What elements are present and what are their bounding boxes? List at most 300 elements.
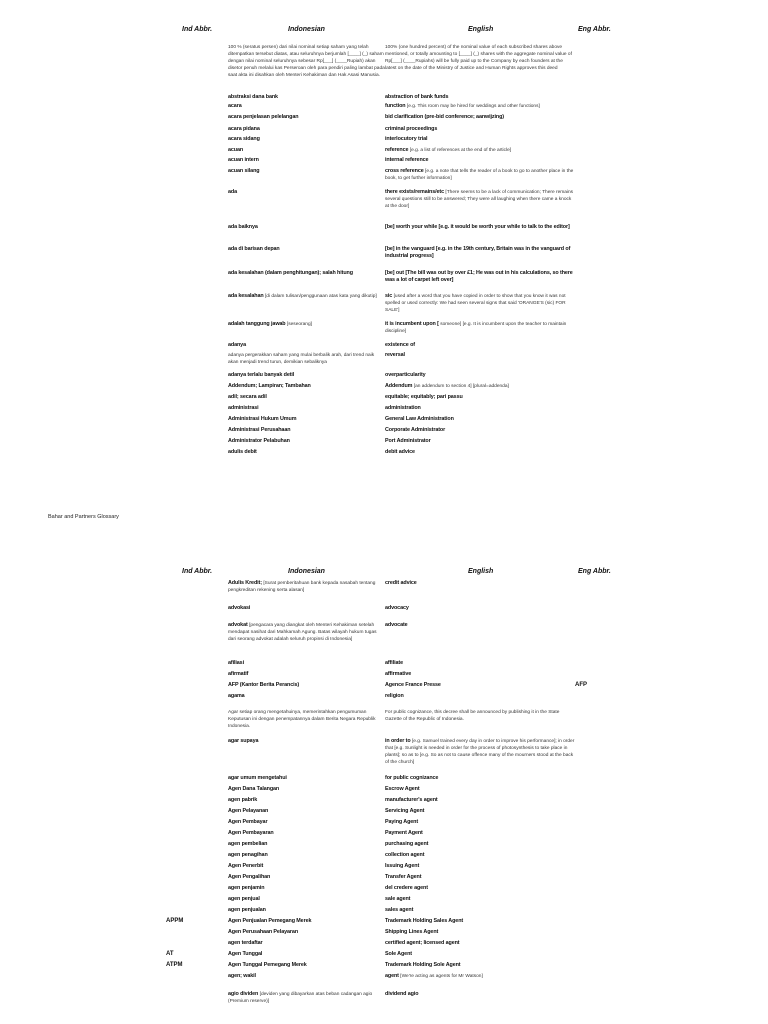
eng-abbr-cell — [575, 682, 615, 693]
english-term: purchasing agent — [385, 841, 429, 847]
english-cell — [385, 775, 575, 786]
eng-abbr-cell — [575, 383, 615, 394]
indonesian-cell — [228, 786, 385, 797]
indonesian-cell — [228, 136, 385, 147]
indonesian-term: Agen Pelayanan — [228, 808, 269, 814]
indonesian-note: [deviden yang dibayarkan atas beban cadangan agio (Premium reserve)] — [228, 992, 373, 1004]
english-term: cross reference — [385, 168, 424, 174]
indonesian-term: agen pembelian — [228, 841, 268, 847]
english-term: bid clarification (pre-bid conference; aanwijzing) — [385, 114, 505, 120]
indonesian-cell — [228, 830, 385, 841]
indonesian-term: agen penjualan — [228, 907, 266, 913]
header-english: English — [468, 26, 494, 33]
ind-abbr-cell — [166, 114, 228, 126]
eng-abbr-cell — [575, 841, 615, 852]
indonesian-cell — [228, 383, 385, 394]
indonesian-term: Agen Pengalihan — [228, 874, 271, 880]
indonesian-term: Agen Pembayar — [228, 819, 268, 825]
indonesian-cell — [228, 449, 385, 459]
english-cell — [385, 907, 575, 918]
english-term: Paying Agent — [385, 819, 419, 825]
ind-abbr-cell — [166, 874, 228, 885]
indonesian-term: Addendum; Lampiran; Tambahan — [228, 383, 311, 389]
english-cell — [385, 246, 575, 270]
ind-abbr-cell — [166, 416, 228, 427]
eng-abbr-cell — [575, 427, 615, 438]
eng-abbr-cell — [575, 405, 615, 416]
ind-abbr-cell — [166, 940, 228, 951]
english-cell — [385, 709, 575, 738]
english-note: [We're acting as agents for Mr Watson] — [400, 974, 483, 979]
english-note: [e.g. a list of references at the end of the article] — [409, 148, 512, 153]
english-term: del credere agent — [385, 885, 428, 891]
english-cell — [385, 660, 575, 671]
english-cell — [385, 427, 575, 438]
indonesian-term: agio dividen — [228, 991, 259, 997]
glossary-row — [166, 797, 615, 808]
ind-abbr-cell — [166, 991, 228, 1011]
ind-abbr-cell — [166, 372, 228, 383]
english-cell — [385, 819, 575, 830]
eng-abbr-cell — [575, 372, 615, 383]
indonesian-term: Agen Tunggal Pemegang Merek — [228, 962, 307, 968]
ind-abbr-cell — [166, 973, 228, 991]
english-term: for public cognizance — [385, 775, 439, 781]
indonesian-term: Agen Penjualan Pemegang Merek — [228, 918, 312, 924]
glossary-row — [166, 44, 615, 94]
indonesian-term: agen penagihan — [228, 852, 268, 858]
english-term: advocate — [385, 622, 408, 628]
eng-abbr-cell — [575, 580, 615, 605]
glossary-row — [166, 852, 615, 863]
eng-abbr-cell — [575, 940, 615, 951]
eng-abbr-cell — [575, 830, 615, 841]
english-cell — [385, 896, 575, 907]
ind-abbr-cell — [166, 168, 228, 189]
ind-abbr-cell — [166, 671, 228, 682]
ind-abbr-cell — [166, 786, 228, 797]
english-cell — [385, 797, 575, 808]
indonesian-cell — [228, 863, 385, 874]
eng-abbr-cell — [575, 293, 615, 321]
english-term: interlocutory trial — [385, 136, 428, 142]
ind-abbr-cell — [166, 321, 228, 342]
glossary-row — [166, 394, 615, 405]
indonesian-cell — [228, 405, 385, 416]
glossary-row — [166, 416, 615, 427]
english-term: sales agent — [385, 907, 414, 913]
english-cell — [385, 94, 575, 103]
indonesian-term: abstraksi dana bank — [228, 94, 278, 100]
english-term: Shipping Lines Agent — [385, 929, 439, 935]
english-cell — [385, 682, 575, 693]
eng-abbr-cell — [575, 918, 615, 929]
english-term: Addendum — [385, 383, 413, 389]
indonesian-term: adalah tanggung jawab — [228, 321, 286, 327]
english-cell — [385, 321, 575, 342]
ind-abbr-cell — [166, 352, 228, 372]
english-term: Agence France Presse — [385, 682, 441, 688]
english-cell — [385, 671, 575, 682]
ind-abbr-cell — [166, 157, 228, 168]
english-cell — [385, 885, 575, 896]
indonesian-term: acara sidang — [228, 136, 260, 142]
indonesian-cell — [228, 246, 385, 270]
eng-abbr-cell — [575, 885, 615, 896]
indonesian-cell — [228, 372, 385, 383]
ind-abbr-cell — [166, 907, 228, 918]
ind-abbr-cell — [166, 246, 228, 270]
indonesian-term: agama — [228, 693, 245, 699]
english-term: administration — [385, 405, 421, 411]
english-cell — [385, 114, 575, 126]
glossary-row — [166, 605, 615, 622]
header-eng-abbr: Eng Abbr. — [578, 568, 611, 575]
indonesian-term: acuan intern — [228, 157, 259, 163]
indonesian-term: adulis debit — [228, 449, 257, 455]
english-cell — [385, 808, 575, 819]
english-cell — [385, 841, 575, 852]
glossary-row — [166, 682, 615, 693]
indonesian-cell — [228, 738, 385, 775]
header-indonesian: Indonesian — [288, 26, 325, 33]
header-ind-abbr: Ind Abbr. — [182, 568, 213, 575]
eng-abbr-cell — [575, 168, 615, 189]
indonesian-term: ada kesalahan (dalam penghitungan); salah hitung — [228, 270, 353, 276]
english-cell — [385, 918, 575, 929]
english-cell — [385, 168, 575, 189]
eng-abbr-cell — [575, 797, 615, 808]
ind-abbr-cell — [166, 852, 228, 863]
glossary-row — [166, 224, 615, 246]
english-term: overparticularity — [385, 372, 426, 378]
english-cell — [385, 863, 575, 874]
indonesian-term: adil; secara adil — [228, 394, 267, 400]
english-term: [be] out [The bill was out by over £1; He was out in his calculations, so there was a lot of carpet left over] — [385, 270, 573, 283]
eng-abbr-cell — [575, 693, 615, 709]
english-cell — [385, 951, 575, 962]
english-term: affiliate — [385, 660, 403, 666]
indonesian-term: ada — [228, 189, 237, 195]
glossary-row — [166, 819, 615, 830]
eng-abbr-cell — [575, 126, 615, 136]
indonesian-cell — [228, 147, 385, 157]
glossary-row — [166, 189, 615, 224]
english-cell — [385, 786, 575, 797]
indonesian-cell — [228, 682, 385, 693]
indonesian-cell — [228, 973, 385, 991]
english-term: advocacy — [385, 605, 409, 611]
english-term: [be] worth your while [e.g. it would be worth your while to talk to the editor] — [385, 224, 570, 230]
english-term: Issuing Agent — [385, 863, 420, 869]
ind-abbr-cell — [166, 136, 228, 147]
indonesian-note: [seseorang] — [286, 322, 312, 327]
indonesian-cell — [228, 321, 385, 342]
ind-abbr-cell — [166, 709, 228, 738]
ind-abbr-cell — [166, 841, 228, 852]
english-cell — [385, 693, 575, 709]
eng-abbr-cell — [575, 973, 615, 991]
english-cell — [385, 103, 575, 114]
glossary-row — [166, 830, 615, 841]
ind-abbr-cell — [166, 896, 228, 907]
glossary-row — [166, 293, 615, 321]
indonesian-cell — [228, 940, 385, 951]
english-term: abstraction of bank funds — [385, 94, 449, 100]
eng-abbr-cell — [575, 246, 615, 270]
english-term: sale agent — [385, 896, 411, 902]
glossary-row — [166, 270, 615, 293]
header-english: English — [468, 568, 494, 575]
eng-abbr-cell — [575, 147, 615, 157]
indonesian-term: acara pidana — [228, 126, 260, 132]
english-term: debit advice — [385, 449, 415, 455]
indonesian-cell — [228, 991, 385, 1011]
indonesian-term: ada kesalahan — [228, 293, 264, 299]
english-note: [e.g. Samuel trained every day in order to improve his performance]; in order that [e.g. Sunlight is needed in order for the process of photosynthesis to take place in plants]; so as to [e.g. So as not to cause offence many of the mourners stood at the back of the church] — [385, 739, 575, 765]
glossary-row — [166, 383, 615, 394]
english-cell — [385, 126, 575, 136]
english-term: General Law Administration — [385, 416, 454, 422]
eng-abbr-cell — [575, 738, 615, 775]
indonesian-cell — [228, 189, 385, 224]
english-cell — [385, 622, 575, 660]
ind-abbr-cell — [166, 660, 228, 671]
english-term: Payment Agent — [385, 830, 423, 836]
glossary-row — [166, 808, 615, 819]
ind-abbr-cell — [166, 797, 228, 808]
english-term: equitable; equitably; pari passu — [385, 394, 463, 400]
eng-abbr-cell — [575, 352, 615, 372]
indonesian-cell — [228, 852, 385, 863]
english-cell — [385, 394, 575, 405]
indonesian-cell — [228, 416, 385, 427]
ind-abbr-cell — [166, 270, 228, 293]
ind-abbr-cell — [166, 808, 228, 819]
english-note: [used after a word that you have copied in order to show that you know it was not spelled or used correctly: We had seen several signs that said 'ORANGE'S (sic) FOR SALE'] — [385, 294, 566, 313]
english-cell — [385, 352, 575, 372]
indonesian-cell — [228, 951, 385, 962]
indonesian-term: acara penjelasan pelelangan — [228, 114, 299, 120]
indonesian-term: Administrasi Perusahaan — [228, 427, 291, 433]
eng-abbr-cell — [575, 136, 615, 147]
eng-abbr-cell — [575, 342, 615, 352]
english-cell — [385, 973, 575, 991]
eng-abbr-cell — [575, 449, 615, 459]
indonesian-note: [di dalam tulisan/penggunaan atas kata yang dikutip] — [264, 294, 377, 299]
english-term: religion — [385, 693, 404, 699]
glossary-row — [166, 438, 615, 449]
indonesian-term: advokat — [228, 622, 248, 628]
glossary-row — [166, 951, 615, 962]
english-cell — [385, 991, 575, 1011]
english-term: affirmative — [385, 671, 412, 677]
indonesian-cell — [228, 438, 385, 449]
eng-abbr-cell — [575, 907, 615, 918]
ind-abbr-cell — [166, 693, 228, 709]
english-cell — [385, 224, 575, 246]
eng-abbr-cell — [575, 114, 615, 126]
eng-abbr-text: AFP — [575, 682, 587, 688]
indonesian-term: advokasi — [228, 605, 251, 611]
eng-abbr-cell — [575, 622, 615, 660]
header-indonesian: Indonesian — [288, 568, 325, 575]
eng-abbr-cell — [575, 94, 615, 103]
english-cell — [385, 438, 575, 449]
indonesian-cell — [228, 605, 385, 622]
ind-abbr-cell — [166, 94, 228, 103]
english-term: Corporate Administrator — [385, 427, 446, 433]
english-cell — [385, 605, 575, 622]
indonesian-term: Agen Perusahaan Pelayaran — [228, 929, 299, 935]
english-cell — [385, 962, 575, 973]
ind-abbr-cell — [166, 44, 228, 94]
english-term: Servicing Agent — [385, 808, 425, 814]
indonesian-term: Administrasi Hukum Umum — [228, 416, 297, 422]
indonesian-term: Administrator Pelabuhan — [228, 438, 290, 444]
indonesian-cell — [228, 44, 385, 94]
glossary-row — [166, 896, 615, 907]
ind-abbr-cell — [166, 622, 228, 660]
eng-abbr-cell — [575, 605, 615, 622]
indonesian-term: afiliasi — [228, 660, 244, 666]
ind-abbr-cell — [166, 405, 228, 416]
english-cell — [385, 929, 575, 940]
english-term: Trademark Holding Sales Agent — [385, 918, 464, 924]
ind-abbr-cell — [166, 605, 228, 622]
ind-abbr-cell — [166, 427, 228, 438]
ind-abbr-cell — [166, 830, 228, 841]
eng-abbr-cell — [575, 775, 615, 786]
english-cell — [385, 44, 575, 94]
eng-abbr-cell — [575, 416, 615, 427]
english-term: there exists/remains/etc — [385, 189, 445, 195]
english-cell — [385, 580, 575, 605]
ind-abbr-cell — [166, 929, 228, 940]
ind-abbr-cell — [166, 342, 228, 352]
indonesian-cell — [228, 103, 385, 114]
ind-abbr-cell — [166, 449, 228, 459]
glossary-row — [166, 147, 615, 157]
english-term: Sole Agent — [385, 951, 412, 957]
english-term: function — [385, 103, 406, 109]
indonesian-cell — [228, 427, 385, 438]
indonesian-cell — [228, 775, 385, 786]
ind-abbr-cell — [166, 224, 228, 246]
indonesian-cell — [228, 929, 385, 940]
indonesian-cell — [228, 709, 385, 738]
ind-abbr-cell — [166, 126, 228, 136]
eng-abbr-cell — [575, 321, 615, 342]
glossary-row — [166, 246, 615, 270]
ind-abbr-text: AT — [166, 951, 174, 957]
indonesian-cell — [228, 797, 385, 808]
ind-abbr-cell — [166, 951, 228, 962]
glossary-row — [166, 738, 615, 775]
indonesian-cell — [228, 622, 385, 660]
glossary-row — [166, 427, 615, 438]
indonesian-term: AFP (Kantor Berita Perancis) — [228, 682, 300, 688]
indonesian-cell — [228, 293, 385, 321]
english-term: in order to — [385, 738, 411, 744]
ind-abbr-cell — [166, 189, 228, 224]
english-cell — [385, 940, 575, 951]
english-cell — [385, 342, 575, 352]
eng-abbr-cell — [575, 671, 615, 682]
english-cell — [385, 372, 575, 383]
glossary-row — [166, 907, 615, 918]
glossary-row — [166, 709, 615, 738]
glossary-row — [166, 114, 615, 126]
header-ind-abbr: Ind Abbr. — [182, 26, 213, 33]
indonesian-term: ada baiknya — [228, 224, 258, 230]
english-term: dividend agio — [385, 991, 419, 997]
indonesian-cell — [228, 126, 385, 136]
ind-abbr-cell — [166, 738, 228, 775]
english-cell — [385, 189, 575, 224]
english-cell — [385, 136, 575, 147]
glossary-row — [166, 168, 615, 189]
indonesian-cell — [228, 270, 385, 293]
glossary-row — [166, 449, 615, 459]
glossary-row — [166, 622, 615, 660]
indonesian-note: [Surat pemberitahuan bank kepada nasabah tentang pengkreditan rekening serta alasan] — [228, 581, 376, 593]
indonesian-cell — [228, 114, 385, 126]
indonesian-term: agen terdaftar — [228, 940, 263, 946]
english-term: internal reference — [385, 157, 429, 163]
indonesian-term: Agen Tunggal — [228, 951, 263, 957]
eng-abbr-cell — [575, 189, 615, 224]
glossary-row — [166, 405, 615, 416]
english-cell — [385, 830, 575, 841]
eng-abbr-cell — [575, 157, 615, 168]
english-note: [e.g. a note that tells the reader of a book to go to another place in the book, to get further information] — [385, 169, 574, 181]
english-note: [e.g. This room may be hired for weddings and other functions] — [406, 104, 540, 109]
indonesian-cell — [228, 907, 385, 918]
glossary-row — [166, 580, 615, 605]
english-cell — [385, 405, 575, 416]
english-term: criminal proceedings — [385, 126, 438, 132]
eng-abbr-cell — [575, 270, 615, 293]
english-term: collection agent — [385, 852, 425, 858]
ind-abbr-cell — [166, 863, 228, 874]
ind-abbr-cell — [166, 918, 228, 929]
eng-abbr-cell — [575, 962, 615, 973]
indonesian-term: Agen Penerbit — [228, 863, 264, 869]
indonesian-cell — [228, 168, 385, 189]
indonesian-term: agar supaya — [228, 738, 259, 744]
glossary-row — [166, 786, 615, 797]
eng-abbr-cell — [575, 991, 615, 1011]
glossary-row — [166, 874, 615, 885]
glossary-row — [166, 863, 615, 874]
eng-abbr-cell — [575, 896, 615, 907]
eng-abbr-cell — [575, 852, 615, 863]
indonesian-term: agen pabrik — [228, 797, 258, 803]
english-cell — [385, 874, 575, 885]
ind-abbr-cell — [166, 394, 228, 405]
glossary-row — [166, 136, 615, 147]
english-term: agent — [385, 973, 399, 979]
indonesian-cell — [228, 94, 385, 103]
indonesian-note: [pengacara yang diangkat oleh Menteri Kehakiman setelah mendapat nasihat dari Mahkamah Agung. Batas wilayah hukum tugas dari seorang advokat adalah seluruh propinsi di Indonesia] — [228, 623, 377, 642]
eng-abbr-cell — [575, 874, 615, 885]
eng-abbr-cell — [575, 44, 615, 94]
eng-abbr-cell — [575, 819, 615, 830]
eng-abbr-cell — [575, 929, 615, 940]
english-term: existence of — [385, 342, 415, 348]
indonesian-term: adanya — [228, 342, 246, 348]
